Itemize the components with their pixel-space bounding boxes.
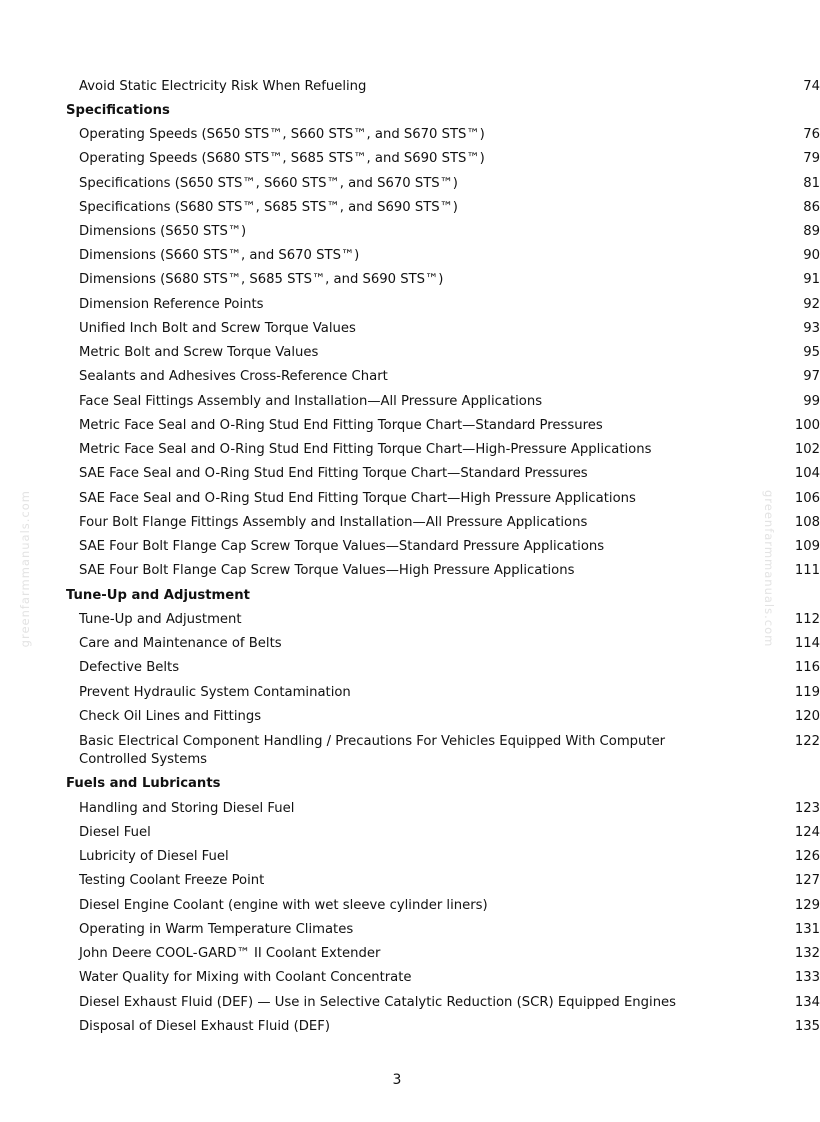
entry-page-number: 90 xyxy=(803,248,820,263)
entry-page-number: 79 xyxy=(803,151,820,166)
entry-title: Handling and Storing Diesel Fuel xyxy=(79,801,295,816)
entry-page-number: 134 xyxy=(794,995,820,1010)
entry-title: Avoid Static Electricity Risk When Refueling xyxy=(79,79,367,94)
entry-title: SAE Four Bolt Flange Cap Screw Torque Values—Standard Pressure Applications xyxy=(79,539,605,554)
entry-page-number: 109 xyxy=(794,539,820,554)
entry-page-number: 126 xyxy=(794,849,820,864)
entry-title: Operating Speeds (S680 STS™, S685 STS™, and S690 STS™) xyxy=(79,151,485,166)
section-title: Tune-Up and Adjustment xyxy=(66,588,250,603)
entry-title: Operating Speeds (S650 STS™, S660 STS™, and S670 STS™) xyxy=(79,127,485,142)
entry-title: Four Bolt Flange Fittings Assembly and Installation—All Pressure Applications xyxy=(79,515,588,530)
toc-entry[interactable] xyxy=(79,969,820,987)
entry-page-number: 131 xyxy=(794,922,820,937)
entry-title: Dimension Reference Points xyxy=(79,297,264,312)
entry-page-number: 99 xyxy=(803,394,820,409)
entry-title: Diesel Fuel xyxy=(79,825,151,840)
toc-section-heading xyxy=(66,775,220,793)
entry-page-number: 76 xyxy=(803,127,820,142)
toc-entry[interactable] xyxy=(79,320,820,338)
entry-page-number: 81 xyxy=(803,176,820,191)
entry-page-number: 132 xyxy=(794,946,820,961)
entry-title: John Deere COOL-GARD™ II Coolant Extender xyxy=(79,946,381,961)
toc-entry[interactable] xyxy=(79,223,820,241)
page-number: 3 xyxy=(392,1072,402,1088)
toc-entry[interactable] xyxy=(79,994,820,1012)
entry-title: Specifications (S680 STS™, S685 STS™, and S690 STS™) xyxy=(79,200,458,215)
toc-entry[interactable] xyxy=(79,126,820,144)
entry-title: Operating in Warm Temperature Climates xyxy=(79,922,354,937)
entry-title: Sealants and Adhesives Cross-Reference Chart xyxy=(79,369,388,384)
toc-entry[interactable] xyxy=(79,733,820,769)
toc-entry[interactable] xyxy=(79,514,820,532)
toc-entry[interactable] xyxy=(79,1018,820,1036)
entry-title: Basic Electrical Component Handling / Precautions For Vehicles Equipped With Computer Controlled Systems xyxy=(79,734,666,767)
toc-entry[interactable] xyxy=(79,441,820,459)
toc-entry[interactable] xyxy=(79,368,820,386)
entry-title: Tune-Up and Adjustment xyxy=(79,612,242,627)
entry-page-number: 92 xyxy=(803,297,820,312)
toc-entry[interactable] xyxy=(79,175,820,193)
entry-page-number: 114 xyxy=(794,636,820,651)
entry-page-number: 89 xyxy=(803,224,820,239)
entry-page-number: 106 xyxy=(794,491,820,506)
entry-title: Unified Inch Bolt and Screw Torque Values xyxy=(79,321,356,336)
toc-entry[interactable] xyxy=(79,393,820,411)
entry-page-number: 100 xyxy=(794,418,820,433)
toc-entry[interactable] xyxy=(79,199,820,217)
entry-title: Dimensions (S650 STS™) xyxy=(79,224,247,239)
entry-title: SAE Face Seal and O-Ring Stud End Fitting Torque Chart—Standard Pressures xyxy=(79,466,588,481)
toc-section-heading xyxy=(66,102,170,120)
section-title: Fuels and Lubricants xyxy=(66,776,221,791)
toc-entry[interactable] xyxy=(79,708,820,726)
entry-page-number: 108 xyxy=(794,515,820,530)
toc-entry[interactable] xyxy=(79,562,820,580)
toc-entry[interactable] xyxy=(79,921,820,939)
toc-entry[interactable] xyxy=(79,659,820,677)
entry-page-number: 133 xyxy=(794,970,820,985)
entry-title: Care and Maintenance of Belts xyxy=(79,636,282,651)
entry-page-number: 104 xyxy=(794,466,820,481)
toc-entry[interactable] xyxy=(79,538,820,556)
toc-entry[interactable] xyxy=(79,344,820,362)
toc-entry[interactable] xyxy=(79,897,820,915)
toc-section-heading xyxy=(66,587,250,605)
entry-title: Metric Face Seal and O-Ring Stud End Fitting Torque Chart—Standard Pressures xyxy=(79,418,603,433)
entry-title: Dimensions (S660 STS™, and S670 STS™) xyxy=(79,248,360,263)
entry-title: Face Seal Fittings Assembly and Installation—All Pressure Applications xyxy=(79,394,543,409)
entry-page-number: 123 xyxy=(794,801,820,816)
watermark-left: greenfarmmanuals.com xyxy=(18,490,32,648)
toc-entry[interactable] xyxy=(79,296,820,314)
toc-entry[interactable] xyxy=(79,824,820,842)
entry-title: Check Oil Lines and Fittings xyxy=(79,709,262,724)
entry-title: SAE Face Seal and O-Ring Stud End Fitting Torque Chart—High Pressure Applications xyxy=(79,491,636,506)
entry-page-number: 127 xyxy=(794,873,820,888)
toc-entry[interactable] xyxy=(79,271,820,289)
toc-entry[interactable] xyxy=(79,872,820,890)
entry-page-number: 111 xyxy=(794,563,820,578)
entry-page-number: 120 xyxy=(794,709,820,724)
entry-title: Lubricity of Diesel Fuel xyxy=(79,849,229,864)
entry-title: Metric Face Seal and O-Ring Stud End Fitting Torque Chart—High-Pressure Applications xyxy=(79,442,652,457)
toc-entry[interactable] xyxy=(79,611,820,629)
toc-entry[interactable] xyxy=(79,945,820,963)
entry-page-number: 97 xyxy=(803,369,820,384)
entry-title: Water Quality for Mixing with Coolant Concentrate xyxy=(79,970,412,985)
entry-page-number: 135 xyxy=(794,1019,820,1034)
section-title: Specifications xyxy=(66,103,170,118)
entry-page-number: 129 xyxy=(794,898,820,913)
toc-entry[interactable] xyxy=(79,848,820,866)
entry-title: Defective Belts xyxy=(79,660,180,675)
entry-page-number: 122 xyxy=(794,734,820,749)
entry-title: Diesel Engine Coolant (engine with wet sleeve cylinder liners) xyxy=(79,898,488,913)
entry-page-number: 116 xyxy=(794,660,820,675)
entry-page-number: 93 xyxy=(803,321,820,336)
entry-title: Specifications (S650 STS™, S660 STS™, and S670 STS™) xyxy=(79,176,458,191)
entry-page-number: 119 xyxy=(794,685,820,700)
entry-page-number: 112 xyxy=(794,612,820,627)
entry-title: Testing Coolant Freeze Point xyxy=(79,873,265,888)
entry-page-number: 86 xyxy=(803,200,820,215)
entry-title: SAE Four Bolt Flange Cap Screw Torque Values—High Pressure Applications xyxy=(79,563,575,578)
toc-entry[interactable] xyxy=(79,247,820,265)
entry-page-number: 74 xyxy=(803,79,820,94)
entry-page-number: 102 xyxy=(794,442,820,457)
entry-title: Diesel Exhaust Fluid (DEF) — Use in Selective Catalytic Reduction (SCR) Equipped Engines xyxy=(79,995,677,1010)
toc-entry[interactable] xyxy=(79,800,820,818)
watermark-right: greenfarmmanuals.com xyxy=(762,490,776,648)
entry-title: Dimensions (S680 STS™, S685 STS™, and S690 STS™) xyxy=(79,272,444,287)
toc-entry[interactable] xyxy=(79,684,820,702)
toc-entry[interactable] xyxy=(79,635,820,653)
toc-entry[interactable] xyxy=(79,417,820,435)
entry-page-number: 91 xyxy=(803,272,820,287)
toc-entry[interactable] xyxy=(79,150,820,168)
toc-entry[interactable] xyxy=(79,490,820,508)
entry-title: Prevent Hydraulic System Contamination xyxy=(79,685,351,700)
entry-title: Disposal of Diesel Exhaust Fluid (DEF) xyxy=(79,1019,330,1034)
entry-page-number: 95 xyxy=(803,345,820,360)
toc-entry[interactable] xyxy=(79,78,820,96)
entry-page-number: 124 xyxy=(794,825,820,840)
entry-title: Metric Bolt and Screw Torque Values xyxy=(79,345,319,360)
toc-entry[interactable] xyxy=(79,465,820,483)
